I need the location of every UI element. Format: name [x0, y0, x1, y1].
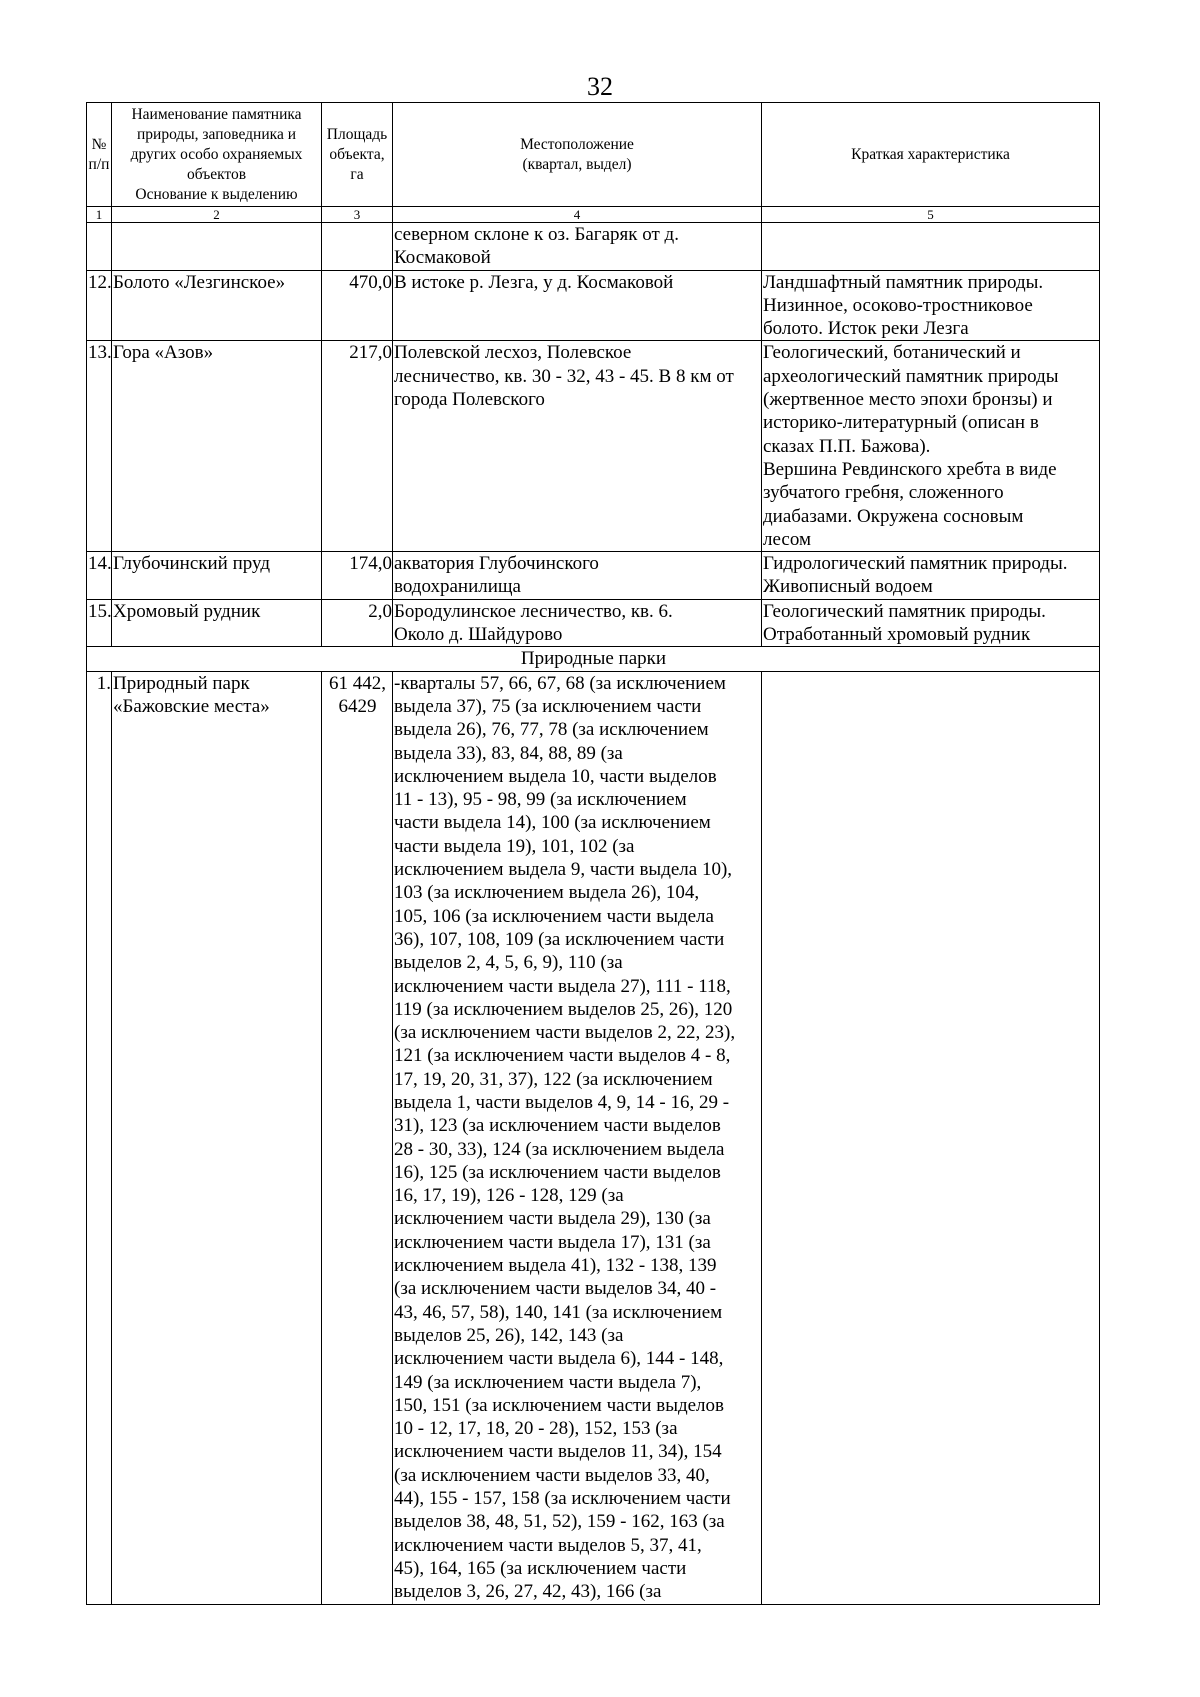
object-description	[762, 223, 1100, 271]
object-area	[322, 223, 393, 271]
row-number: 1.	[87, 671, 112, 1604]
object-area: 470,0	[322, 270, 393, 341]
object-description: Ландшафтный памятник природы. Низинное, осоково-тростниковое болото. Исток реки Лезга	[762, 270, 1100, 341]
table-row	[87, 341, 1100, 552]
object-location: северном склоне к оз. Багаряк от д. Космаковой	[393, 223, 762, 271]
section-title: Природные парки	[87, 647, 1100, 671]
column-number: 3	[322, 207, 393, 223]
table-row	[87, 223, 1100, 271]
column-number: 2	[112, 207, 322, 223]
object-location: акватория Глубочинского водохранилища	[393, 552, 762, 600]
table-row	[87, 270, 1100, 341]
object-description: Гидрологический памятник природы. Живописный водоем	[762, 552, 1100, 600]
header-location: Местоположение (квартал, выдел)	[393, 103, 762, 207]
table-row	[87, 552, 1100, 600]
object-area: 217,0	[322, 341, 393, 552]
header-area: Площадь объекта, га	[322, 103, 393, 207]
object-name: Природный парк «Бажовские места»	[112, 671, 322, 1604]
row-number: 12.	[87, 270, 112, 341]
header-description: Краткая характеристика	[762, 103, 1100, 207]
header-name: Наименование памятника природы, заповедника и других особо охраняемых объектов Основание к выделению	[112, 103, 322, 207]
object-location: Полевской лесхоз, Полевское лесничество, кв. 30 - 32, 43 - 45. В 8 км от города Полевского	[393, 341, 762, 552]
column-number-row	[87, 207, 1100, 223]
table-row	[87, 599, 1100, 647]
row-number: 13.	[87, 341, 112, 552]
section-row	[87, 647, 1100, 671]
table-header-row	[87, 103, 1100, 207]
object-name: Болото «Лезгинское»	[112, 270, 322, 341]
object-location: -кварталы 57, 66, 67, 68 (за исключением выдела 37), 75 (за исключением части выдела 26), 76, 77, 78 (за исключением выдела 33), 83, 84, 88, 89 (за исключением выдела 10, части выделов 11 - 13), 95 - 98, 99 (за исключением части выдела 14), 100 (за исключением части выдела 19), 101, 102 (за исключением выдела 9, части выдела 10), 103 (за исключением выдела 26), 104, 105, 106 (за исключением части выдела 36), 107, 108, 109 (за исключением части выделов 2, 4, 5, 6, 9), 110 (за исключением части выдела 27), 111 - 118, 119 (за исключением выделов 25, 26), 120 (за исключением части выделов 2, 22, 23), 121 (за исключением части выделов 4 - 8, 17, 19, 20, 31, 37), 122 (за исключением выдела 1, части выделов 4, 9, 14 - 16, 29 - 31), 123 (за исключением части выделов 28 - 30, 33), 124 (за исключением выдела 16), 125 (за исключением части выделов 16, 17, 19), 126 - 128, 129 (за исключением части выдела 29), 130 (за исключением части выдела 17), 131 (за исключением выдела 41), 132 - 138, 139 (за исключением части выделов 34, 40 - 43, 46, 57, 58), 140, 141 (за исключением выделов 25, 26), 142, 143 (за исключением части выдела 6), 144 - 148, 149 (за исключением части выдела 7), 150, 151 (за исключением части выделов 10 - 12, 17, 18, 20 - 28), 152, 153 (за исключением части выделов 11, 34), 154 (за исключением части выделов 33, 40, 44), 155 - 157, 158 (за исключением части выделов 38, 48, 51, 52), 159 - 162, 163 (за исключением части выделов 5, 37, 41, 45), 164, 165 (за исключением части выделов 3, 26, 27, 42, 43), 166 (за	[393, 671, 762, 1604]
object-area: 2,0	[322, 599, 393, 647]
object-location: В истоке р. Лезга, у д. Космаковой	[393, 270, 762, 341]
object-area: 61 442, 6429	[322, 671, 393, 1604]
table-row	[87, 671, 1100, 1604]
protected-areas-table	[86, 102, 1100, 1605]
column-number: 1	[87, 207, 112, 223]
object-description	[762, 671, 1100, 1604]
object-name: Глубочинский пруд	[112, 552, 322, 600]
object-location: Бородулинское лесничество, кв. 6. Около д. Шайдурово	[393, 599, 762, 647]
object-description: Геологический памятник природы. Отработанный хромовый рудник	[762, 599, 1100, 647]
object-name: Хромовый рудник	[112, 599, 322, 647]
header-num: № п/п	[87, 103, 112, 207]
object-name	[112, 223, 322, 271]
column-number: 4	[393, 207, 762, 223]
page-number: 32	[587, 72, 613, 101]
object-area: 174,0	[322, 552, 393, 600]
column-number: 5	[762, 207, 1100, 223]
row-number	[87, 223, 112, 271]
object-name: Гора «Азов»	[112, 341, 322, 552]
object-description: Геологический, ботанический и археологический памятник природы (жертвенное место эпохи бронзы) и историко-литературный (описан в сказах П.П. Бажова). Вершина Ревдинского хребта в виде зубчатого гребня, сложенного диабазами. Окружена сосновым лесом	[762, 341, 1100, 552]
row-number: 15.	[87, 599, 112, 647]
row-number: 14.	[87, 552, 112, 600]
